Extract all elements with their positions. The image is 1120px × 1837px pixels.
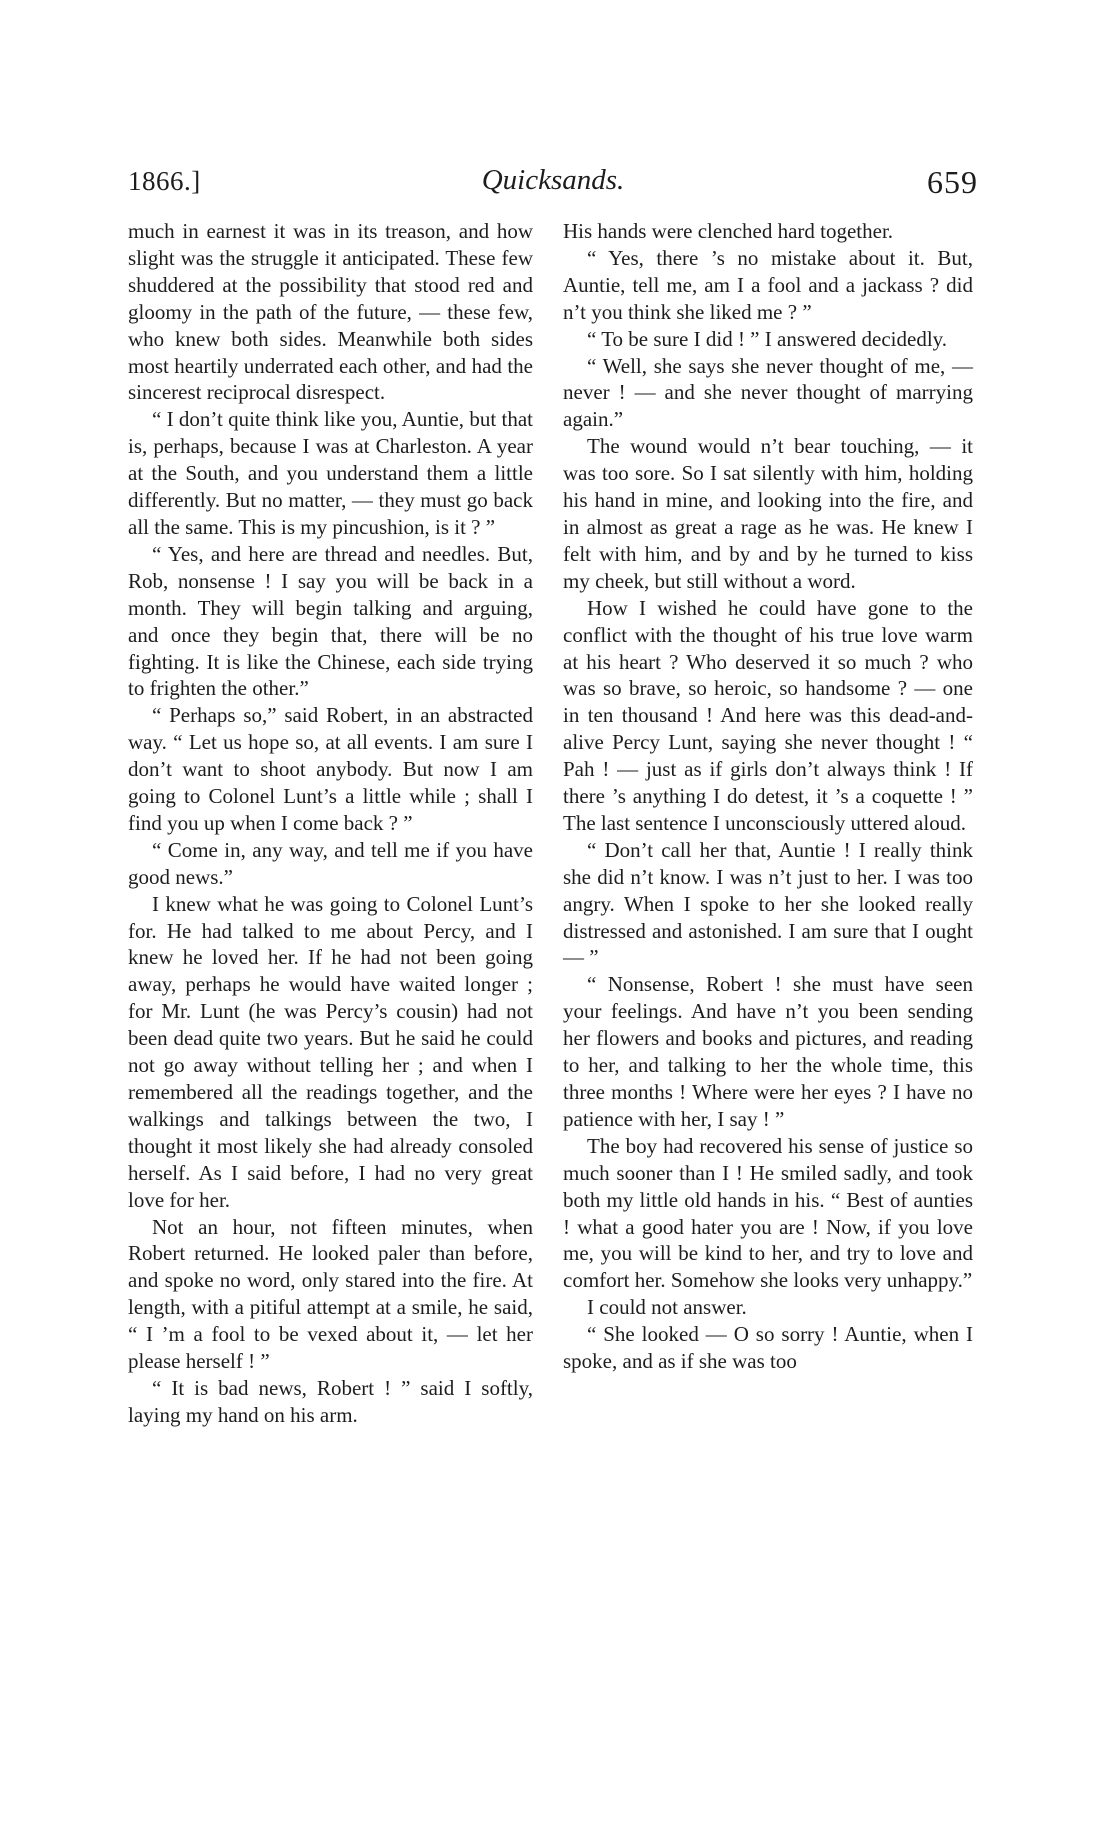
paragraph: His hands were clenched hard together. — [563, 219, 894, 243]
paragraph: much in earnest it was in its treason, and how slight was the struggle it anticipated. These few shuddered at the possibility that stood red and gloomy in the path of the future, — these few, who knew both sides. Meanwhile both sides most heartily underrated each other, and had the sincerest reciprocal disrespect. — [128, 219, 533, 405]
paragraph: Not an hour, not fifteen minutes, when Robert returned. He looked paler than before, and spoke no word, only stared into the fire. At length, with a pitiful attempt at a smile, he said, “ I ’m a fool to be vexed about it, — let her please herself ! ” — [128, 1214, 533, 1374]
page-number: 659 — [927, 164, 978, 200]
paragraph: How I wished he could have gone to the conflict with the thought of his true love warm at his heart ? Who deserved it so much ? who was so brave, so heroic, so handsome ? — one in ten thousand ! And here was this dead-and-alive Percy Lunt, saying she never thought ! “ Pah ! — just as if girls don’t always think ! If there ’s anything I do detest, it ’s a coquette ! ” The last sentence I unconsciously uttered aloud. — [563, 595, 973, 835]
paragraph: “ Well, she says she never thought of me, — never ! — and she never thought of marrying again.” — [563, 353, 973, 432]
paragraph: I could not answer. — [587, 1295, 747, 1320]
right-column — [563, 218, 973, 1375]
paragraph: The wound would n’t bear touching, — it was too sore. So I sat silently with him, holding his hand in mine, and looking into the fire, and in almost as great a rage as he was. He knew I felt with him, and by and by he turned to kiss my cheek, but still without a word. — [563, 434, 973, 593]
left-column — [128, 218, 533, 1429]
running-header — [128, 160, 978, 204]
header-title: Quicksands. — [481, 164, 625, 196]
paragraph: “ I don’t quite think like you, Auntie, but that is, perhaps, because I was at Charleston. A year at the South, and you understand them a little differently. But no matter, — they must go back all the same. This is my pincushion, is it ? ” — [128, 407, 533, 539]
header-year: 1866.] — [128, 166, 201, 196]
paragraph: “ Nonsense, Robert ! she must have seen your feelings. And have n’t you been sending her flowers and books and pictures, and reading to her, and talking to her the whole time, this three months ! Where were her eyes ? I have no patience with her, I say ! ” — [563, 972, 973, 1131]
paragraph: “ Perhaps so,” said Robert, in an abstracted way. “ Let us hope so, at all events. I am sure I don’t want to shoot anybody. But now I am going to Colonel Lunt’s a little while ; shall I find you up when I come back ? ” — [128, 703, 533, 835]
paragraph: “ Don’t call her that, Auntie ! I really think she did n’t know. I was n’t just to her. I was too angry. When I spoke to her she looked really distressed and astonished. I am sure that I ought — ” — [563, 837, 973, 970]
paragraph: “ Come in, any way, and tell me if you have good news.” — [128, 837, 533, 889]
paragraph: “ It is bad news, Robert ! ” said I softly, laying my hand on his arm. — [128, 1375, 533, 1427]
paragraph: “ Yes, and here are thread and needles. But, Rob, nonsense ! I say you will be back in a month. They will begin talking and arguing, and once they begin that, there will be no fighting. It is like the Chinese, each side trying to frighten the other.” — [128, 541, 533, 701]
paragraph: The boy had recovered his sense of justice so much sooner than I ! He smiled sadly, and took both my little old hands in his. “ Best of aunties ! what a good hater you are ! Now, if you love me, you will be kind to her, and try to love and comfort her. Somehow she looks very unhappy.” — [563, 1133, 973, 1293]
paragraph: “ To be sure I did ! ” I answered decidedly. — [587, 326, 948, 351]
paragraph: “ She looked — O so sorry ! Auntie, when I spoke, and as if she was too — [563, 1322, 973, 1374]
paragraph: “ Yes, there ’s no mistake about it. But, Auntie, tell me, am I a fool and a jackass ? did n’t you think she liked me ? ” — [563, 245, 973, 324]
paragraph: I knew what he was going to Colonel Lunt’s for. He had talked to me about Percy, and I knew he loved her. If he had not been going away, perhaps he would have waited longer ; for Mr. Lunt (he was Percy’s cousin) had not been dead quite two years. But he said he could not go away without telling her ; and when I remembered all the readings together, and the walkings and talkings between the two, I thought it most likely she had already consoled herself. As I said before, I had no very great love for her. — [128, 891, 533, 1212]
